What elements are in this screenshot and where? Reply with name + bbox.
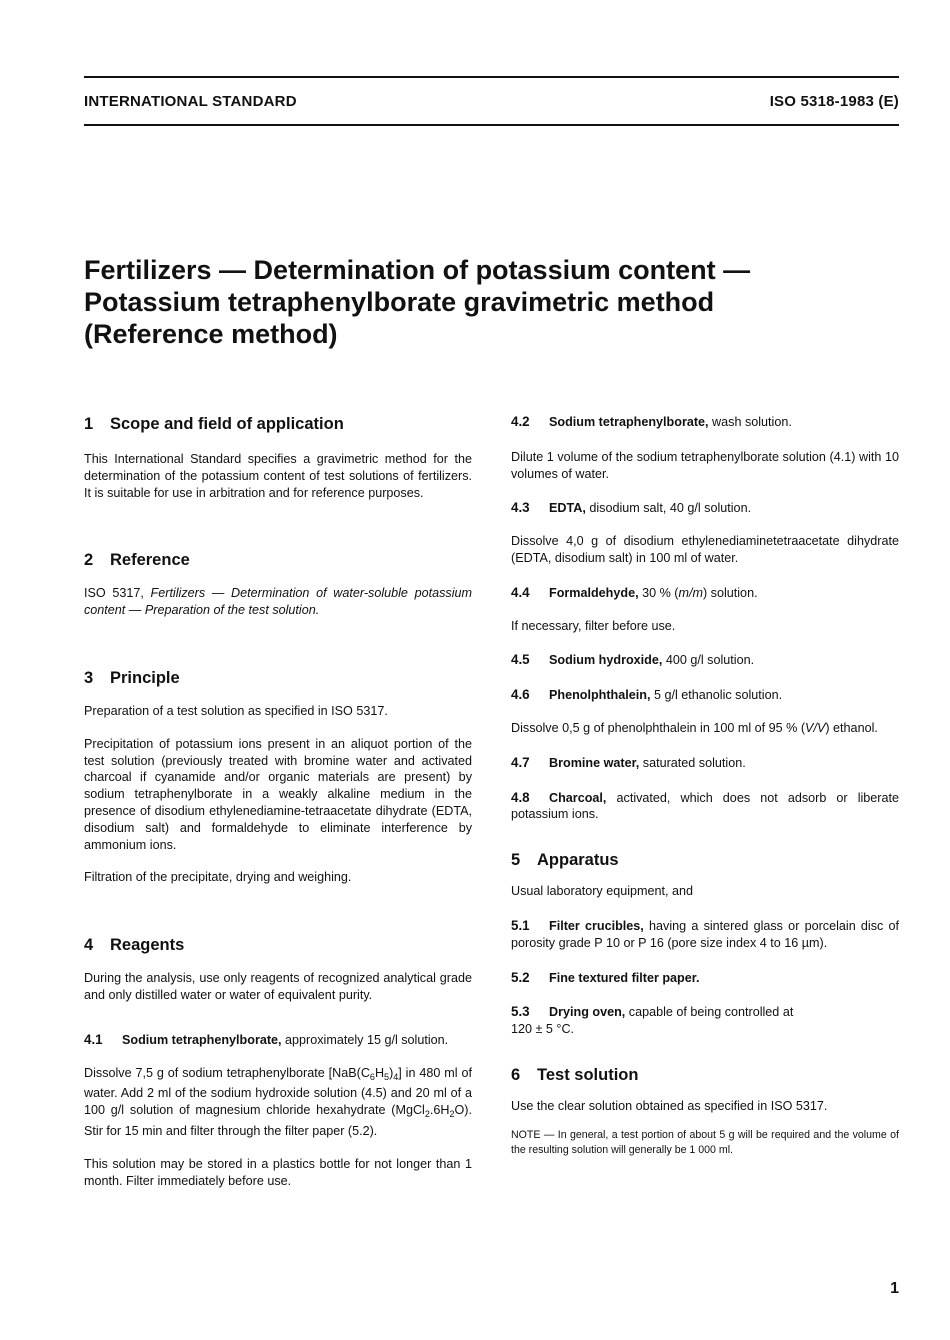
reagent-4-1-heading: 4.1 Sodium tetraphenylborate, approximately 15 g/l solution. [84,1031,449,1047]
reagent-4-6-heading: 4.6 Phenolphthalein, 5 g/l ethanolic solution. [511,687,783,703]
header-doc-type: INTERNATIONAL STANDARD [84,93,297,110]
section-5-intro: Usual laboratory equipment, and [511,884,694,899]
section-3-para-3: Filtration of the precipitate, drying and weighing. [84,870,352,885]
reagent-4-8-heading: 4.8 Charcoal, activated, which does not adsorb or liberate potassium ions. [511,789,900,822]
section-6-para: Use the clear solution obtained as specified in ISO 5317. [511,1098,828,1113]
title-line-1: Fertilizers — Determination of potassium content — [84,255,751,285]
section-3-para-1: Preparation of a test solution as specified in ISO 5317. [84,703,388,718]
apparatus-5-3-heading: 5.3 Drying oven, capable of being controlled at 120 ± 5 °C. [511,1004,794,1037]
section-1-heading: 1 Scope and field of application [84,415,344,433]
reagent-4-1-para-1: Dissolve 7,5 g of sodium tetraphenylborate $[NaB(C_6H_5)_4]$ in 480 ml of water. Add 2 ml of the sodium hydroxide solution (4.5) and 20 ml of a 100 g/l solution of magnesium chloride hexahydrate $(MgCl_2.6H_2O)$. Stir for 15 min and filter through the filter paper (5.2). [84,1065,472,1138]
reagent-4-4-para: If necessary, filter before use. [511,618,676,633]
document-title [84,254,884,350]
reagent-4-3-heading: 4.3 EDTA, disodium salt, 40 g/l solution. [511,500,752,516]
section-6-note: NOTE — In general, a test portion of about 5 g will be required and the volume of the resulting solution will generally be 1 000 ml. [511,1128,899,1156]
section-5-heading: 5 Apparatus [511,851,619,870]
section-1-text: This International Standard specifies a gravimetric method for the determination of the potassium content of test solutions of fertilizers. It is suitable for use in arbitration and for reference purposes. [84,452,472,500]
reagent-4-1-para-2: This solution may be stored in a plastics bottle for not longer than 1 month. Filter immediately before use. [84,1156,472,1188]
reagent-4-3-para: Dissolve 4,0 g of disodium ethylenediaminetetraacetate dihydrate (EDTA, disodium salt) in 100 ml of water. [511,534,899,565]
left-column [84,414,472,1189]
section-4-intro: During the analysis, use only reagents of recognized analytical grade and only distilled water or water of equivalent purity. [84,971,472,1002]
section-3-heading: 3 Principle [84,668,180,687]
reagent-4-5-heading: 4.5 Sodium hydroxide, 400 g/l solution. [511,652,755,668]
header-rule-bottom [84,124,899,126]
header-rule-top [84,76,899,78]
apparatus-5-2-heading: 5.2 Fine textured filter paper. [511,969,700,985]
right-column [511,414,899,1158]
section-3-para-2: Precipitation of potassium ions present in an aliquot portion of the test solution (previously treated with bromine water and activated charcoal if cyanamide and/or organic materials are present) by sodium tetraphenylborate in a weakly alkaline medium in the presence of disodium ethylenediamine-tetraacetate dihydrate (EDTA, disodium salt) and formaldehyde to eliminate interference by ammonium ions. [84,736,472,852]
reagent-4-4-heading: 4.4 Formaldehyde, 30 % (m/m) solution. [511,584,758,600]
reagent-4-6-para: Dissolve 0,5 g of phenolphthalein in 100 ml of 95 % (V/V) ethanol. [511,720,878,735]
section-2-reference: ISO 5317, Fertilizers — Determination of water-soluble potassium content — Preparation of the test solution. [84,586,472,618]
section-4-heading: 4 Reagents [84,936,185,955]
reagent-4-7-heading: 4.7 Bromine water, saturated solution. [511,754,746,770]
section-2-heading: 2 Reference [84,551,190,570]
section-6-heading: 6 Test solution [511,1065,639,1084]
reagent-4-2-heading: 4.2 Sodium tetraphenylborate, wash solution. [511,414,792,429]
page-number: 1 [890,1280,899,1297]
reagent-4-2-para: Dilute 1 volume of the sodium tetraphenylborate solution (4.1) with 10 volumes of water. [511,449,899,481]
apparatus-5-1-heading: 5.1 Filter crucibles, having a sintered glass or porcelain disc of porosity grade P 10 or P 16 (pore size index 4 to 16 µm). [511,917,900,950]
title-line-2: Potassium tetraphenylborate gravimetric method [84,287,715,317]
title-line-3: (Reference method) [84,319,338,349]
header-doc-number: ISO 5318-1983 (E) [769,93,899,110]
